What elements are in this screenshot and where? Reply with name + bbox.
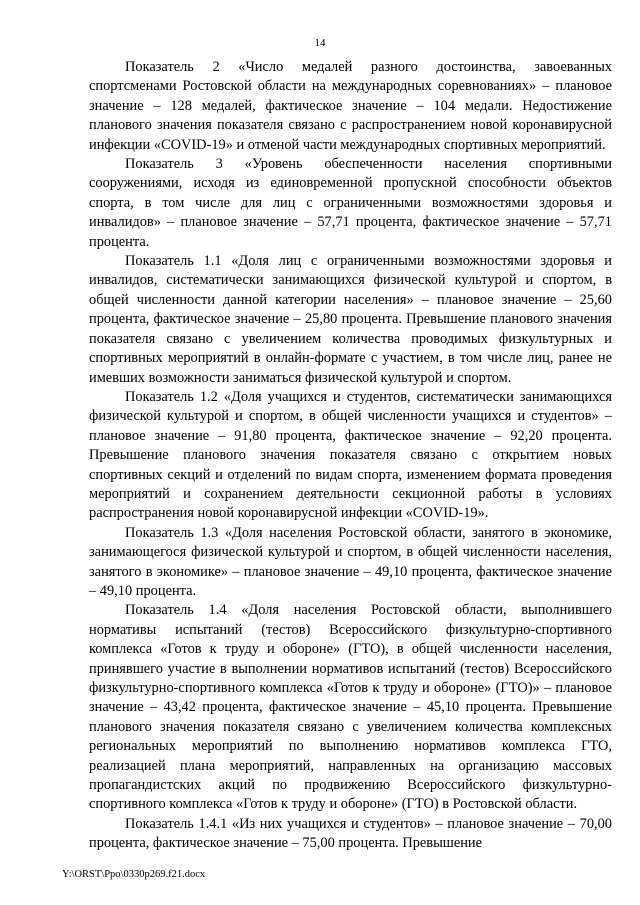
paragraph-indicator-1-3: Показатель 1.3 «Доля населения Ростовской области, занятого в экономике, занимающегося физической культурой и спортом, в общей численности населения, занятого в экономике» – плановое значение – 49,10 процента, фактическое значение – 49,10 процента. [89, 524, 612, 599]
paragraph-indicator-1-2: Показатель 1.2 «Доля учащихся и студентов, систематически занимающихся физической культурой и спортом, в общей численности учащихся и студентов» – плановое значение – 91,80 процента, фактическое значение – 92,20 процента. Превышение планового значения показателя связано с открытием новых спортивных секций и отделений по видам спорта, изменением формата проведения мероприятий и сохранением деятельности секционной работы в условиях распространения новой коронавирусной инфекции «COVID-19». [89, 388, 612, 522]
paragraph-indicator-1-4: Показатель 1.4 «Доля населения Ростовской области, выполнившего нормативы испытаний (тестов) Всероссийского физкультурно-спортивного комплекса «Готов к труду и обороне» (ГТО), в общей численности населения, принявшего участие в выполнении нормативов испытаний (тестов) Всероссийского физкультурно-спортивного комплекса «Готов к труду и обороне» (ГТО)» – плановое значение – 43,42 процента, фактическое значение – 45,10 процента. Превышение планового значения показателя связано с увеличением количества комплексных региональных мероприятий по выполнению нормативов комплекса ГТО, реализацией плана мероприятий, направленных на организацию массовых пропагандистских акций по продвижению Всероссийского физкультурно-спортивного комплекса «Готов к труду и обороне» (ГТО) в Ростовской области. [89, 602, 612, 813]
paragraph-indicator-3: Показатель 3 «Уровень обеспеченности населения спортивными сооружениями, исходя из единовременной пропускной способности объектов спорта, в том числе для лиц с ограниченными возможностями здоровья и инвалидов» – плановое значение – 57,71 процента, фактическое значение – 57,71 процента. [89, 156, 612, 250]
paragraph-indicator-1-1: Показатель 1.1 «Доля лиц с ограниченными возможностями здоровья и инвалидов, систематически занимающихся физической культурой и спортом, в общей численности данной категории населения» – плановое значение – 25,60 процента, фактическое значение – 25,80 процента. Превышение планового значения показателя связано с увеличением количества проводимых физкультурных и спортивных мероприятий в онлайн-формате с участием, в том числе лиц, ранее не имевших возможности заниматься физической культурой и спортом. [89, 253, 612, 386]
paragraph-indicator-1-4-1: Показатель 1.4.1 «Из них учащихся и студентов» – плановое значение – 70,00 процента, фактическое значение – 75,00 процента. Превышение [89, 815, 612, 852]
page-number: 14 [314, 37, 326, 49]
footer-file-path: Y:\ORST\Ppo\0330p269.f21.docx [62, 869, 206, 880]
document-body [89, 58, 612, 854]
paragraph-indicator-2: Показатель 2 «Число медалей разного достоинства, завоеванных спортсменами Ростовской области на международных соревнованиях» – плановое значение – 128 медалей, фактическое значение – 104 медали. Недостижение планового значения показателя связано с распространением новой коронавирусной инфекции «COVID-19» и отменой части международных спортивных мероприятий. [89, 59, 612, 153]
